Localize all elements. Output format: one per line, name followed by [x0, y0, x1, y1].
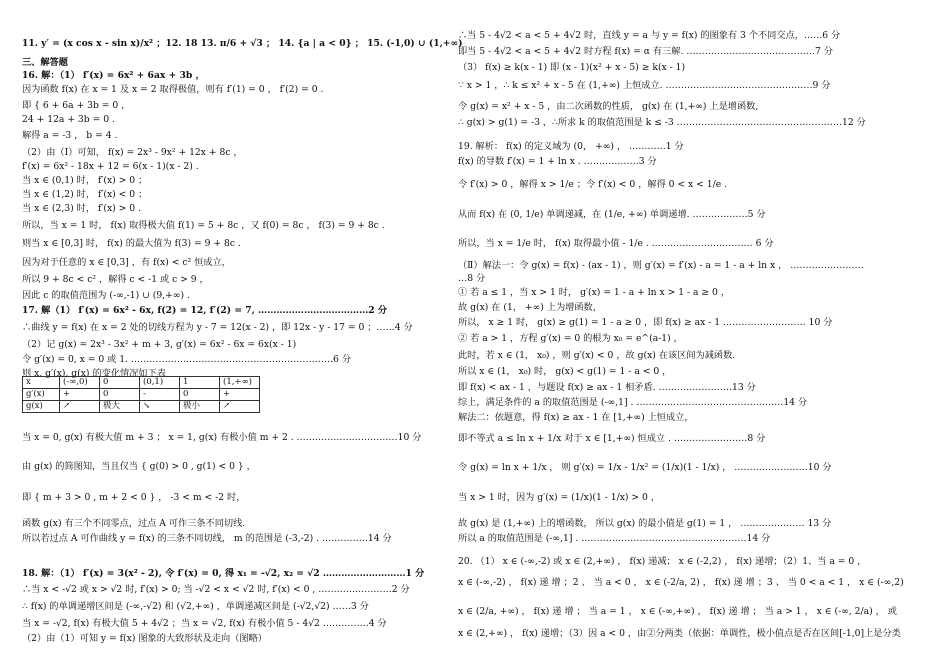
table-cell: (0,1)	[140, 377, 180, 389]
left-line: （2）记 g(x) = 2x³ - 3x² + m + 3, g′(x) = 6x² - 6x = 6x(x - 1)	[22, 339, 297, 350]
table-row	[23, 377, 260, 389]
left-line: 则当 x ∈ [0,3] 时， f(x) 的最大值为 f(3) = 9 + 8c .	[22, 238, 241, 249]
left-line: 当 x = -√2, f(x) 有极大值 5 + 4√2 ；当 x = √2, f(x) 有极小值 5 - 4√2 ……………4 分	[22, 618, 387, 629]
table-cell: 极小	[180, 401, 220, 413]
right-line: 故 g(x) 在 (1， +∞) 上为增函数，	[458, 302, 602, 313]
left-line: 令 g′(x) = 0, x = 0 或 1. …………………………………………………………6 分	[22, 354, 352, 365]
table-cell: -	[140, 389, 180, 401]
left-line: 所以 9 + 8c < c² ，解得 c < -1 或 c > 9 ，	[22, 274, 209, 285]
table-cell: 极大	[100, 401, 140, 413]
left-line: 因为对于任意的 x ∈ [0,3] ，有 f(x) < c² 恒成立，	[22, 257, 231, 268]
right-line: 综上，满足条件的 a 的取值范围是 (-∞,1] . …………………………………………14 分	[458, 397, 808, 408]
right-line: 即 f(x) < ax - 1 ，与题设 f(x) ≥ ax - 1 相矛盾. ……………………13 分	[458, 382, 756, 393]
right-line: （3） f(x) ≥ k(x - 1) 即 (x - 1)(x² + x - 5) ≥ k(x - 1)	[458, 62, 686, 73]
left-line: 所以，当 x = 1 时， f(x) 取得极大值 f(1) = 5 + 8c ，又 f(0) = 8c ， f(3) = 9 + 8c .	[22, 220, 385, 231]
left-line: 当 x ∈ (2,3) 时， f′(x) > 0 .	[22, 203, 141, 214]
left-line: 24 + 12a + 3b = 0 .	[22, 114, 115, 125]
right-line: 20. （1） x ∈ (-∞,-2) 或 x ∈ (2,+∞) ， f(x) 递减； x ∈ (-2,2) ， f(x) 递增；（2）1、当 a = 0 ，	[458, 556, 867, 567]
right-line: 故 g(x) 是 (1,+∞) 上的增函数， 所以 g(x) 的最小值是 g(1) = 1 ， ………………… 13 分	[458, 518, 832, 529]
left-line: 则 x, g′(x), g(x) 的变化情况如下表	[22, 368, 166, 379]
right-line: 所以， x ≥ 1 时， g(x) ≥ g(1) = 1 - a ≥ 0 ，即 f(x) ≥ ax - 1 ……………………… 10 分	[458, 317, 833, 328]
left-line: 三、解答题	[22, 57, 68, 68]
right-line: f(x) 的导数 f′(x) = 1 + ln x . ………………3 分	[458, 156, 657, 167]
table-cell: ↘	[140, 401, 180, 413]
right-line: ∴ g(x) > g(1) = -3 ，∴所求 k 的取值范围是 k ≤ -3 ………………………………………………12 分	[458, 117, 866, 128]
table-cell: 0	[100, 377, 140, 389]
left-line: f′(x) = 6x² - 18x + 12 = 6(x - 1)(x - 2) .	[22, 161, 199, 172]
right-line: ① 若 a ≤ 1 ，当 x > 1 时， g′(x) = 1 - a + ln x > 1 - a ≥ 0 ，	[458, 287, 730, 298]
right-line: ∴当 5 - 4√2 < a < 5 + 4√2 时，直线 y = a 与 y = f(x) 的图象有 3 个不同交点，……6 分	[458, 30, 841, 41]
left-line: 即 { m + 3 > 0 , m + 2 < 0 } ， -3 < m < -2 时，	[22, 492, 246, 503]
table-cell: 0	[100, 389, 140, 401]
right-line: 即不等式 a ≤ ln x + 1/x 对于 x ∈ [1,+∞) 恒成立 . ……………………8 分	[458, 433, 766, 444]
left-line: ∴当 x < -√2 或 x > √2 时, f′(x) > 0; 当 -√2 < x < √2 时, f′(x) < 0 , ……………………2 分	[22, 584, 410, 595]
left-line: 17. 解（1） f′(x) = 6x² - 6x, f(2) = 12, f′(2) = 7, ………………………………2 分	[22, 305, 388, 316]
left-line: 因为函数 f(x) 在 x = 1 及 x = 2 取得极值，则有 f′(1) = 0 ， f′(2) = 0 .	[22, 84, 324, 95]
left-line: 16. 解：（1） f′(x) = 6x² + 6ax + 3b ，	[22, 70, 205, 81]
right-line: 19. 解析： f(x) 的定义域为 (0， +∞) ， …………1 分	[458, 141, 684, 152]
left-line: 即 { 6 + 6a + 3b = 0 ，	[22, 100, 131, 111]
table-cell: ↗	[60, 401, 100, 413]
table-cell: (-∞,0)	[60, 377, 100, 389]
left-line: （2）由（Ⅰ）可知， f(x) = 2x³ - 9x² + 12x + 8c ，	[22, 147, 243, 158]
table-cell: ↗	[220, 401, 260, 413]
right-line: 令 g(x) = ln x + 1/x ， 则 g′(x) = 1/x - 1/x² = (1/x)(1 - 1/x) ， ……………………10 分	[458, 462, 832, 473]
table-cell: +	[60, 389, 100, 401]
left-line: （2）由（1）可知 y = f(x) 图象的大致形状及走向（图略）	[22, 633, 267, 644]
left-line: 11. y′ = (x cos x - sin x)/x² ；12. 18 13. π/6 + √3 ； 14. {a | a < 0} ； 15. (-1,0) ∪ (1,+∞)	[22, 38, 463, 49]
left-line: 当 x ∈ (0,1) 时， f′(x) > 0 ；	[22, 175, 148, 186]
left-line: 当 x ∈ (1,2) 时， f′(x) < 0 ；	[22, 189, 148, 200]
table-cell: (1,+∞)	[220, 377, 260, 389]
right-line: 所以 x ∈ (1， x₀) 时， g(x) < g(1) = 1 - a < 0 ，	[458, 366, 672, 377]
right-line: 当 x > 1 时，因为 g′(x) = (1/x)(1 - 1/x) > 0 ，	[458, 492, 660, 503]
right-line: 从而 f(x) 在 (0, 1/e) 单调递减，在 (1/e, +∞) 单调递增. ………………5 分	[458, 209, 766, 220]
right-line: （Ⅱ）解法一：令 g(x) = f(x) - (ax - 1) ，则 g′(x) = f′(x) - a = 1 - a + ln x ， ……………………	[458, 260, 864, 271]
table-cell: +	[220, 389, 260, 401]
left-line: 由 g(x) 的简图知，当且仅当 { g(0) > 0 , g(1) < 0 } ，	[22, 461, 256, 472]
left-line: ∴ f(x) 的单调递增区间是 (-∞,-√2) 和 (√2,+∞) ，单调递减区间是 (-√2,√2) ……3 分	[22, 601, 369, 612]
table-cell: 0	[180, 389, 220, 401]
right-line: …8 分	[458, 273, 486, 284]
left-line: 当 x = 0, g(x) 有极大值 m + 3 ； x = 1, g(x) 有极小值 m + 2 . ……………………………10 分	[22, 432, 422, 443]
right-line: x ∈ (-∞,-2) ， f(x) 递 增 ；2 、 当 a < 0 ， x ∈ (-2/a, 2) ， f(x) 递 增 ；3 、 当 0 < a < 1 ， x ∈ (-∞,2)	[458, 577, 904, 588]
left-line: 函数 g(x) 有三个不同零点，过点 A 可作三条不同切线.	[22, 518, 246, 529]
variation-table	[22, 376, 260, 413]
right-line: x ∈ (2/a, +∞) ， f(x) 递 增 ； 当 a = 1 ， x ∈ (-∞,+∞) ， f(x) 递 增 ； 当 a > 1 ， x ∈ (-∞, 2/a) ， 或	[458, 606, 897, 617]
right-line: 所以 a 的取值范围是 (-∞,1] . ………………………………………………14 分	[458, 533, 771, 544]
table-row	[23, 401, 260, 413]
table-cell: x	[23, 377, 60, 389]
left-line: 因此 c 的取值范围为 (-∞,-1) ∪ (9,+∞) .	[22, 290, 190, 301]
table-row	[23, 389, 260, 401]
right-line: 即当 5 - 4√2 < a < 5 + 4√2 时方程 f(x) = α 有三解. ……………………………………7 分	[458, 46, 833, 57]
table-cell: g(x)	[23, 401, 60, 413]
right-line: ② 若 a > 1 ，方程 g′(x) = 0 的根为 x₀ = e^(a-1) ，	[458, 333, 683, 344]
right-line: 令 g(x) = x² + x - 5 ，由二次函数的性质， g(x) 在 (1,+∞) 上是增函数,	[458, 101, 759, 112]
left-line: 18. 解：（1） f′(x) = 3(x² - 2), 令 f′(x) = 0, 得 x₁ = -√2, x₂ = √2 ………………………1 分	[22, 568, 425, 579]
table-cell: g′(x)	[23, 389, 60, 401]
right-line: 令 f′(x) > 0 ，解得 x > 1/e ；令 f′(x) < 0 ，解得 0 < x < 1/e .	[458, 179, 727, 190]
right-line: x ∈ (2,+∞) ， f(x) 递增；（3）因 a < 0 ，由②分两类（依据：单调性，极小值点是否在区间[-1,0]上是分类	[458, 628, 901, 639]
right-line: 解法二：依题意，得 f(x) ≥ ax - 1 在 [1,+∞) 上恒成立，	[458, 412, 694, 423]
left-line: 解得 a = -3 ， b = 4 .	[22, 130, 118, 141]
right-line: ∵ x > 1 ，∴ k ≤ x² + x - 5 在 (1,+∞) 上恒成立. …………………………………………9 分	[458, 80, 831, 91]
table-cell: 1	[180, 377, 220, 389]
right-line: 此时，若 x ∈ (1， x₀) ，则 g′(x) < 0 ，故 g(x) 在该区间为减函数.	[458, 350, 736, 361]
left-line: 所以若过点 A 可作曲线 y = f(x) 的三条不同切线， m 的范围是 (-3,-2) . ……………14 分	[22, 533, 392, 544]
right-line: 所以，当 x = 1/e 时， f(x) 取得最小值 - 1/e . …………………………… 6 分	[458, 238, 774, 249]
left-line: ∴曲线 y = f(x) 在 x = 2 处的切线方程为 y - 7 = 12(x - 2) ，即 12x - y - 17 = 0 ；……4 分	[22, 322, 413, 333]
